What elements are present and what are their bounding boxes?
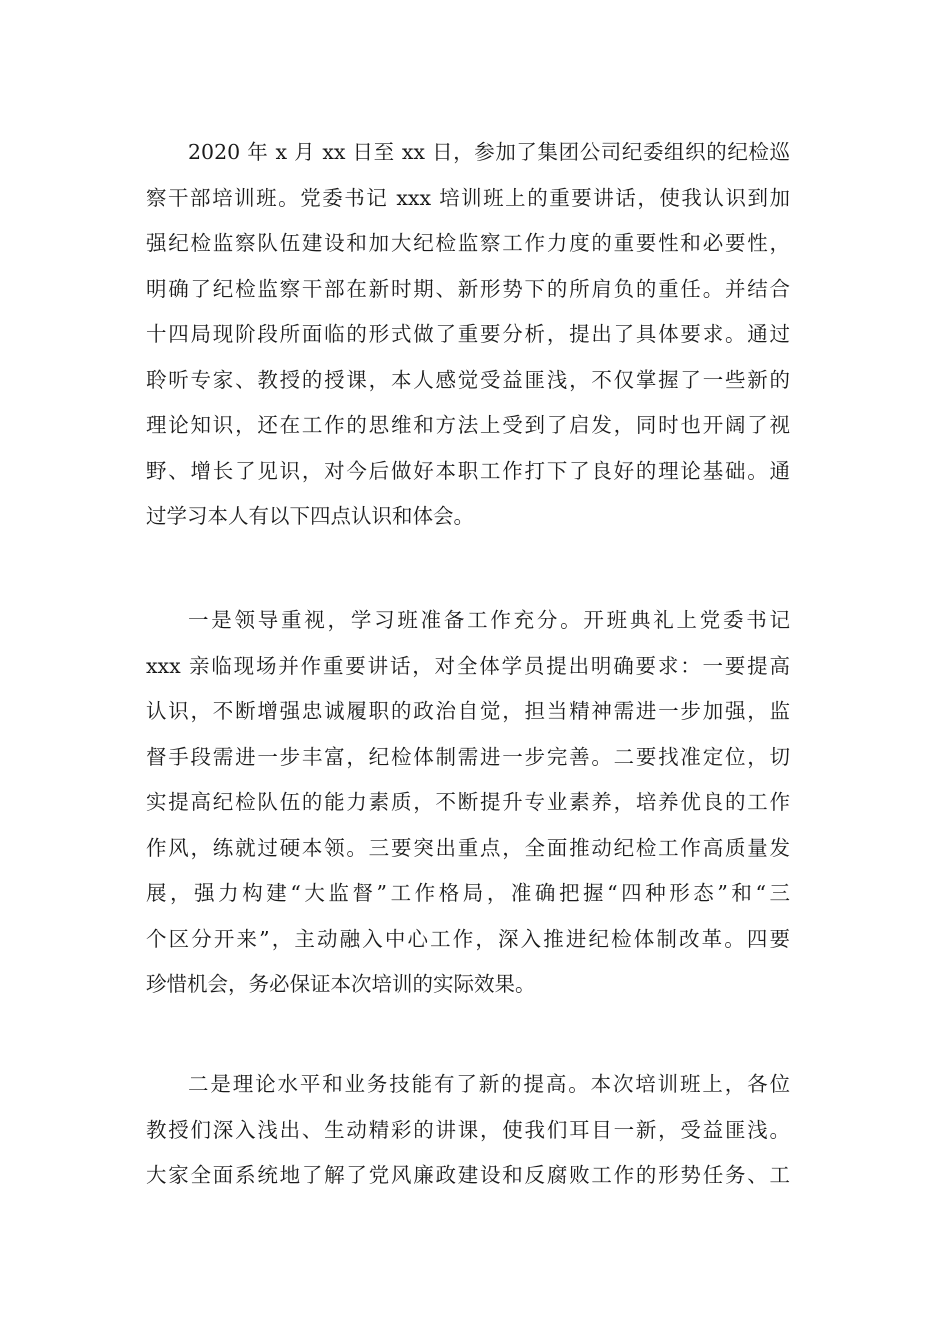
paragraph-line: 二是理论水平和业务技能有了新的提高。本次培训班上，各位 bbox=[188, 1072, 790, 1096]
paragraph-line: xxx 亲临现场并作重要讲话，对全体学员提出明确要求：一要提高 bbox=[146, 653, 790, 678]
paragraph-line: 实提高纪检队伍的能力素质，不断提升专业素养，培养优良的工作 bbox=[146, 790, 790, 814]
paragraph-line: 察干部培训班。党委书记 xxx 培训班上的重要讲话，使我认识到加 bbox=[146, 185, 790, 210]
paragraph-line: 认识，不断增强忠诚履职的政治自觉，担当精神需进一步加强，监 bbox=[146, 699, 790, 723]
paragraph-line: 十四局现阶段所面临的形式做了重要分析，提出了具体要求。通过 bbox=[146, 322, 790, 346]
paragraph-line: 过学习本人有以下四点认识和体会。 bbox=[146, 504, 474, 528]
paragraph-line: 教授们深入浅出、生动精彩的讲课，使我们耳目一新，受益匪浅。 bbox=[146, 1117, 790, 1142]
paragraph-line: 聆听专家、教授的授课，本人感觉受益匪浅，不仅掌握了一些新的 bbox=[146, 367, 790, 392]
paragraph-point-one bbox=[146, 598, 790, 1008]
paragraph-line: 大家全面系统地了解了党风廉政建设和反腐败工作的形势任务、工 bbox=[146, 1163, 790, 1187]
paragraph-line: 一是领导重视，学习班准备工作充分。开班典礼上党委书记 bbox=[188, 608, 790, 632]
paragraph-point-two bbox=[146, 1062, 790, 1199]
paragraph-line: 强纪检监察队伍建设和加大纪检监察工作力度的重要性和必要性， bbox=[146, 231, 790, 255]
paragraph-line: 展，强力构建“大监督”工作格局，准确把握“四种形态”和“三 bbox=[146, 881, 790, 905]
paragraph-line: 作风，练就过硬本领。三要突出重点，全面推动纪检工作高质量发 bbox=[146, 835, 790, 860]
paragraph-line: 个区分开来”，主动融入中心工作，深入推进纪检体制改革。四要 bbox=[146, 926, 790, 951]
paragraph-training-intro bbox=[146, 130, 790, 540]
paragraph-line: 督手段需进一步丰富，纪检体制需进一步完善。二要找准定位，切 bbox=[146, 744, 790, 769]
paragraph-line: 理论知识，还在工作的思维和方法上受到了启发，同时也开阔了视 bbox=[146, 413, 790, 437]
paragraph-line: 明确了纪检监察干部在新时期、新形势下的所肩负的重任。并结合 bbox=[146, 276, 790, 301]
paragraph-line: 珍惜机会，务必保证本次培训的实际效果。 bbox=[146, 972, 536, 996]
paragraph-line: 2020 年 x 月 xx 日至 xx 日，参加了集团公司纪委组织的纪检巡 bbox=[188, 140, 790, 164]
paragraph-line: 野、增长了见识，对今后做好本职工作打下了良好的理论基础。通 bbox=[146, 458, 790, 483]
